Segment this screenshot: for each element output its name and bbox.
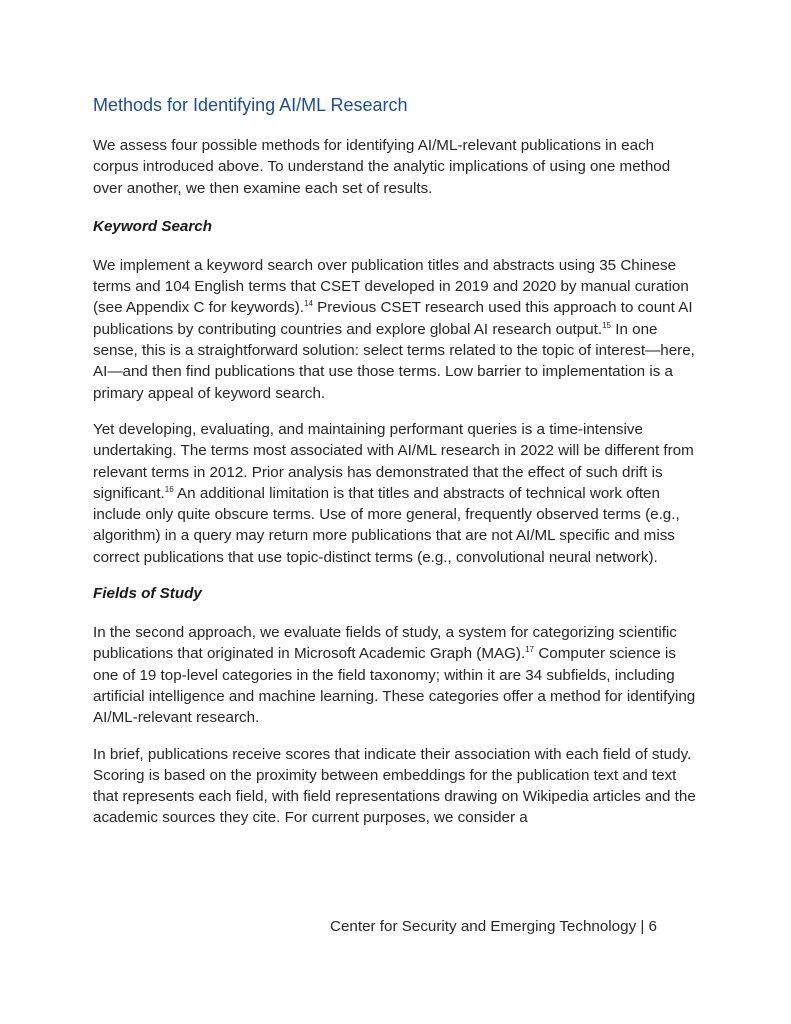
fields-of-study-heading: Fields of Study xyxy=(93,585,202,603)
section-title: Methods for Identifying AI/ML Research xyxy=(93,95,408,115)
footnote-ref-17[interactable]: 17 xyxy=(525,645,535,655)
keyword-search-heading: Keyword Search xyxy=(93,217,213,235)
intro-paragraph: We assess four possible methods for identifying AI/ML-relevant publications in each corpus introduced above. To understand the analytic implications of using one method over another, we then examine each set of results. xyxy=(93,137,671,197)
keyword-search-paragraph-2: Yet developing, evaluating, and maintaining performant queries is a time-intensive undertaking. The terms most associated with AI/ML research in 2022 will be different from relevant terms in 2012. Prior analysis has demonstrated that the effect of such drift is significant.$^{16}$ An additional limitation is that titles and abstracts of technical work often include only quite obscure terms. Use of more general, frequently observed terms (e.g., algorithm) in a query may return more publications that are not AI/ML specific and miss correct publications that use topic-distinct terms (e.g., convolutional neural network). xyxy=(93,420,694,566)
page-footer: Center for Security and Emerging Technology | 6 xyxy=(330,918,657,935)
fields-of-study-paragraph-2: In brief, publications receive scores that indicate their association with each field of study. Scoring is based on the proximity between embeddings for the publication text and text that represents each field, with field representations drawing on Wikipedia articles and the academic sources they cite. For current purposes, we consider a xyxy=(93,745,696,827)
fields-of-study-paragraph-1: In the second approach, we evaluate fields of study, a system for categorizing scientific publications that originated in Microsoft Academic Graph (MAG).$^{17}$ Computer science is one of 19 top-level categories in the field taxonomy; within it are 34 subfields, including artificial intelligence and machine learning. These categories offer a method for identifying AI/ML-relevant research. xyxy=(93,624,696,727)
footnote-ref-16[interactable]: 16 xyxy=(164,484,174,494)
footnote-ref-14[interactable]: 14 xyxy=(304,299,313,309)
footnote-ref-15[interactable]: 15 xyxy=(602,320,612,330)
page-body xyxy=(93,93,698,829)
keyword-search-paragraph-1: We implement a keyword search over publication titles and abstracts using 35 Chinese terms and 104 English terms that CSET developed in 2019 and 2020 by manual curation (see Appendix C for keywords).$^{14}$ Previous CSET research used this approach to count AI publications by contributing countries and explore global AI research output.$^{15}$ In one sense, this is a straightforward solution: select terms related to the topic of interest—here, AI—and then find publications that use those terms. Low barrier to implementation is a primary appeal of keyword search. xyxy=(93,256,695,402)
